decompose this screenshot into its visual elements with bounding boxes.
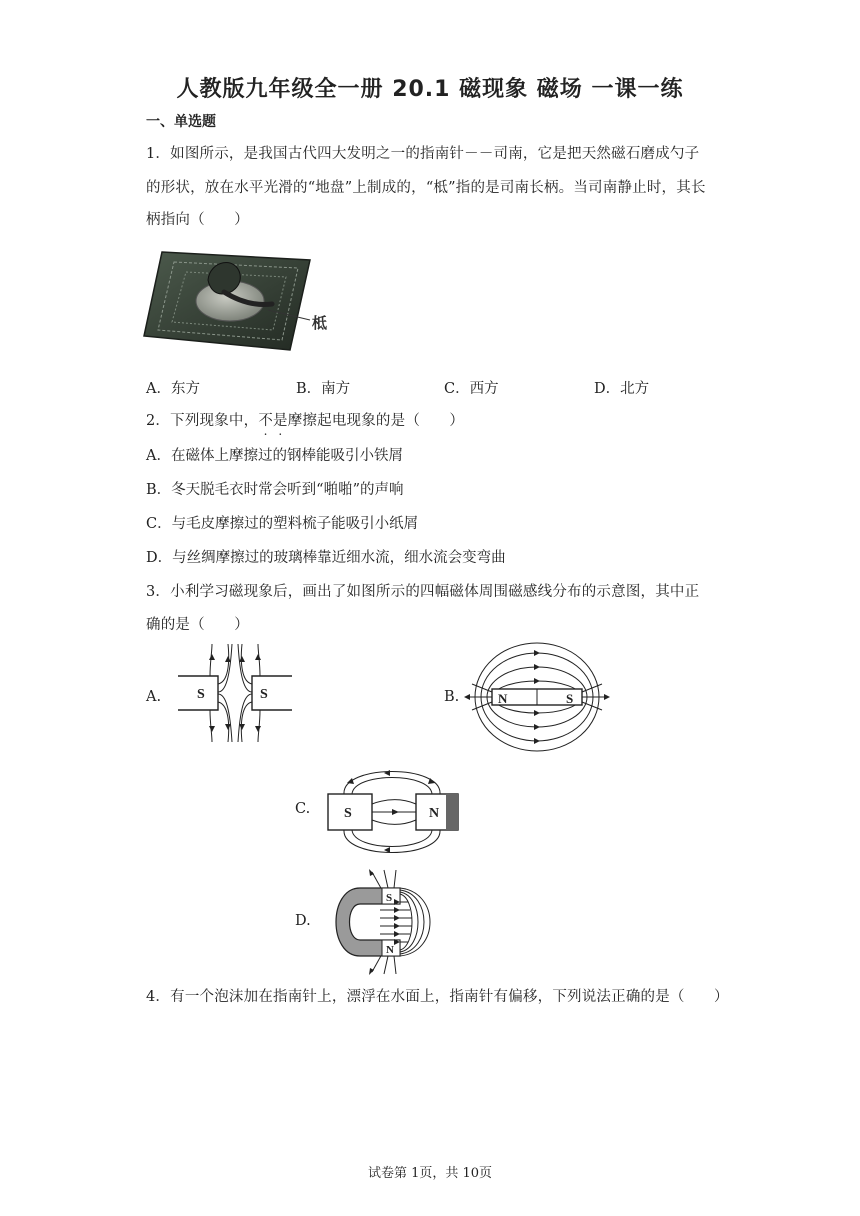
q2-stem [146, 409, 464, 430]
handle-label: 柢 [312, 316, 328, 332]
pole-d-bottom: N [386, 944, 394, 956]
q3-option-a-label[interactable]: A. [146, 689, 162, 705]
q2-option-c[interactable]: C．与毛皮摩擦过的塑料梳子能吸引小纸屑 [146, 516, 419, 532]
q3-line-1: 3．小利学习磁现象后，画出了如图所示的四幅磁体周围磁感线分布的示意图，其中正 [146, 584, 700, 600]
pole-a-left: S [197, 687, 205, 702]
q1-line-1: 1．如图所示，是我国古代四大发明之一的指南针－－司南，它是把天然磁石磨成勺子 [146, 146, 700, 162]
section-heading: 一、单选题 [146, 114, 216, 130]
q4-line-1: 4．有一个泡沫加在指南针上，漂浮在水面上，指南针有偏移，下列说法正确的是（ ） [146, 989, 729, 1005]
page-footer: 试卷第 1页，共 10页 [367, 1166, 493, 1181]
q1-option-d[interactable]: D．北方 [594, 381, 650, 397]
field-diagram-c [322, 764, 462, 860]
pole-a-right: S [260, 687, 268, 702]
q2-option-d[interactable]: D．与丝绸摩擦过的玻璃棒靠近细水流，细水流会变弯曲 [146, 550, 506, 566]
pole-c-left: S [344, 806, 352, 821]
q2-emphasis-1: 不 [258, 413, 274, 429]
sinan-compass-figure [140, 246, 340, 356]
q3-option-d-label[interactable]: D. [295, 913, 311, 929]
page-title: 人教版九年级全一册 20.1 磁现象 磁场 一课一练 [176, 77, 684, 102]
q1-option-b[interactable]: B．南方 [296, 381, 351, 397]
q2-option-a[interactable]: A．在磁体上摩擦过的钢棒能吸引小铁屑 [146, 448, 403, 464]
field-diagram-b [462, 640, 612, 754]
q2-stem-post: 摩擦起电现象的是（ ） [287, 413, 465, 429]
q3-option-c-label[interactable]: C. [295, 801, 311, 817]
q1-option-a[interactable]: A．东方 [146, 381, 200, 397]
q2-option-b[interactable]: B．冬天脱毛衣时常会听到“啪啪”的声响 [146, 482, 404, 498]
q3-option-b-label[interactable]: B. [444, 689, 460, 705]
q1-line-2: 的形状，放在水平光滑的“地盘”上制成的，“柢”指的是司南长柄。当司南静止时，其长 [146, 180, 706, 196]
pole-c-right: N [429, 806, 440, 821]
pole-d-top: S [386, 892, 393, 904]
q2-emphasis-2: 是 [273, 413, 288, 429]
q2-stem-pre: 2．下列现象中， [146, 413, 259, 429]
q1-option-c[interactable]: C．西方 [444, 381, 499, 397]
q1-line-3: 柄指向（ ） [146, 212, 249, 228]
field-diagram-a [170, 642, 300, 752]
pole-b-left: N [498, 691, 508, 706]
q3-line-2: 确的是（ ） [146, 617, 249, 633]
field-diagram-d [320, 868, 450, 976]
pole-b-right: S [566, 691, 574, 706]
